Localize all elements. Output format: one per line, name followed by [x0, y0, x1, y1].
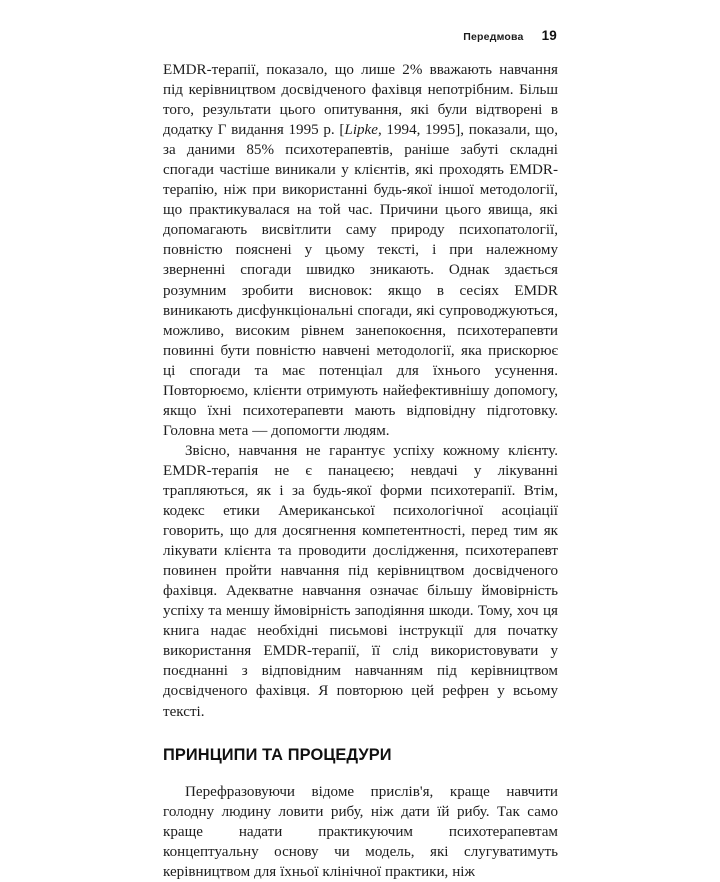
paragraph-continuation — [163, 60, 558, 441]
citation-author: Lipke — [344, 122, 378, 139]
paragraph-1-text-before-citation: EMDR-терапії, показало, що лише 2% вважають навчання під керівництвом досвідченого фахівця непотрібним. Більш того, результати цього опитування, які були відтворені в додатку Г видання 1995 р. [ — [163, 62, 558, 139]
running-head — [163, 28, 557, 46]
page-number: 19 — [541, 28, 557, 43]
paragraph-3: Перефразовуючи відоме прислів'я, краще навчити голодну людину ловити рибу, ніж дати їй рибу. Так само краще надати практикуючим психотерапевтам концептуальну основу чи модель, які слугуватимуть керівництвом для їхньої клінічної практики, ніж — [163, 783, 558, 880]
section-heading: ПРИНЦИПИ ТА ПРОЦЕДУРИ — [163, 745, 392, 764]
running-head-chapter-title: Передмова — [463, 31, 524, 43]
section-heading-wrapper — [163, 722, 558, 782]
text-block — [163, 60, 558, 882]
paragraph-1-text-after-citation: , 1994, 1995], показали, що, за даними 85% психотерапевтів, раніше забуті складні спогади частіше виникали у клієнтів, які проходять EMDR-терапію, ніж при використанні будь-якої іншої методології, що практикувалася на той час. Причини цього явища, які допомагають висвітлити саму природу психопатології, повністю пояснені у цьому тексті, і при належному зверненні спогади швидко зникають. Однак здається розумним зробити висновок: якщо в сесіях EMDR виникають дисфункціональні спогади, які супроводжуються, можливо, високим рівнем занепокоєння, психотерапевти повинні бути повністю навчені методології, яка прискорює ці спогади та має потенціал для їхнього усунення. Повторюємо, клієнти отримують найефективнішу допомогу, якщо їхні психотерапевти мають відповідну підготовку. Головна мета — допомогти людям. — [163, 122, 558, 439]
paragraph-2: Звісно, навчання не гарантує успіху кожному клієнту. EMDR-терапія не є панацеєю; невдачі у лікуванні трапляються, як і за будь-якої форми психотерапії. Втім, кодекс етики Американської психологічної асоціації говорить, що для досягнення компетентності, перед тим як лікувати клієнта та проводити дослідження, психотерапевт повинен пройти навчання під керівництвом досвідченого фахівця. Адекватне навчання означає більшу ймовірність успіху та меншу ймовірність заподіяння шкоди. Тому, хоч ця книга надає необхідні письмові інструкції для початку використання EMDR-терапії, її слід використовувати у поєднанні з відповідним навчанням під керівництвом досвідченого фахівця. Я повторюю цей рефрен у всьому тексті. — [163, 442, 558, 720]
